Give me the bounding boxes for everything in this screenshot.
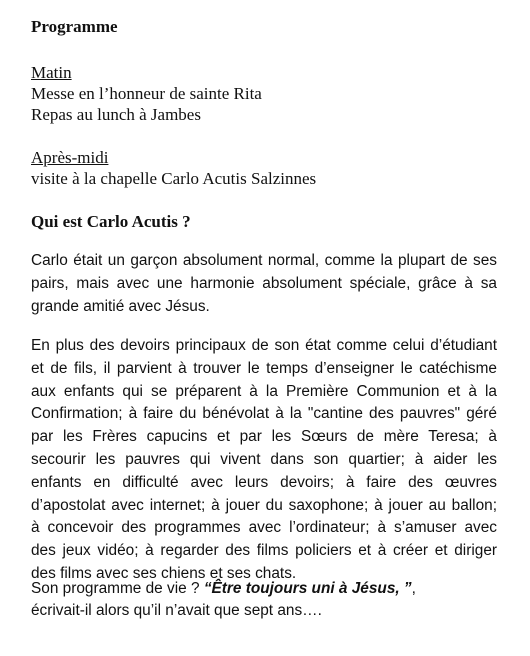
paragraph-intro (31, 250, 497, 318)
paragraph-intro-line: grande amitié avec Jésus. (31, 297, 210, 315)
paragraph-activities-line: des jeux vidéo; à regarder des films policiers et à créer et diriger (31, 542, 497, 560)
matin-item-lunch: Repas au lunch à Jambes (31, 105, 201, 124)
closing-line-1 (31, 578, 416, 601)
paragraph-activities-line: secourir les pauvres qui vivent dans son quartier; à aider les (31, 450, 497, 468)
apres-midi-item-visit: visite à la chapelle Carlo Acutis Salzinnes (31, 169, 317, 188)
paragraph-activities-line: à concevoir des programmes avec l’ordinateur; à s’amuser avec (31, 519, 497, 537)
paragraph-activities-line: par les Frères capucins et par les Sœurs de mère Teresa; à (31, 428, 497, 446)
programme-heading: Programme (31, 17, 118, 36)
closing-prefix: Son programme de vie ? (31, 580, 204, 597)
section-heading: Qui est Carlo Acutis ? (31, 212, 191, 231)
closing-line-2: écrivait-il alors qu’il n’avait que sept ans…. (31, 602, 322, 619)
paragraph-activities-line: et de fils, il parvient à trouver le temps d’enseigner le catéchisme (31, 359, 497, 377)
paragraph-intro-line: Carlo était un garçon absolument normal, comme la plupart de ses (31, 252, 497, 269)
apres-midi-label: Après-midi (31, 148, 109, 167)
closing-quote: “Être toujours uni à Jésus, ” (203, 580, 412, 597)
closing-suffix: , (411, 580, 416, 597)
paragraph-activities-line: des films avec ses chiens et ses chats. (31, 564, 297, 582)
matin-label: Matin (31, 63, 72, 82)
paragraph-activities-line: enfants en difficulté avec leurs devoirs; à faire des œuvres (31, 473, 497, 491)
paragraph-activities-line: En plus des devoirs principaux de son état comme celui d’étudiant (31, 337, 497, 354)
paragraph-intro-line: pairs, mais avec une harmonie absolument spéciale, grâce à sa (31, 274, 497, 292)
paragraph-activities (31, 335, 497, 586)
paragraph-activities-line: d’apostolat avec internet; à jouer du saxophone; à jouer au ballon; (31, 496, 497, 514)
paragraph-activities-line: Confirmation; à faire du bénévolat à la "cantine des pauvres" géré (31, 405, 497, 423)
matin-item-mass: Messe en l’honneur de sainte Rita (31, 84, 262, 103)
paragraph-activities-line: aux enfants qui se préparent à la Première Communion et à la (31, 382, 497, 400)
